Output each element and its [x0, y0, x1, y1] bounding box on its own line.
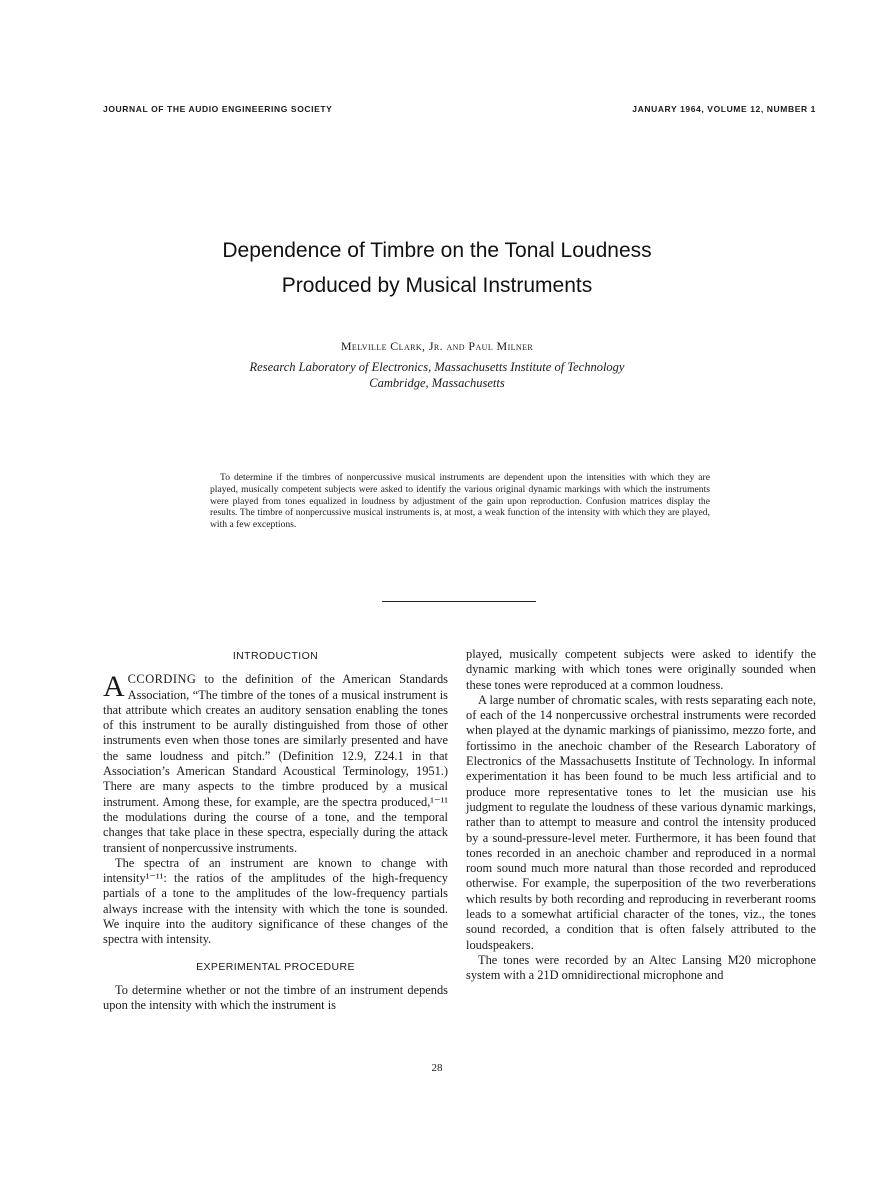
- introduction-paragraph-1-text: to the definition of the American Standards Association, “The timbre of the tones of a musical instrument is that attribute which creates an auditory sensation enabling the tones of this instrument to be aurally distinguished from those of other instruments even when those tones are similarly presented and have the same loudness and pitch.” (Definition 12.9, Z24.1 in that Association’s American Standard Acoustical Terminology, 1951.) There are many aspects to the timbre produced by a musical instrument. Among these, for example, are the spectra produced,¹⁻¹¹ the modulations during the course of a tone, and the temporal changes that take place in these spectra, especially during the attack transient of nonpercussive instruments.: [103, 672, 448, 855]
- paper-title-line-1: Dependence of Timbre on the Tonal Loudness: [222, 239, 652, 262]
- right-paragraph-3: The tones were recorded by an Altec Lansing M20 microphone system with a 21D omnidirectional microphone and: [466, 952, 816, 983]
- introduction-first-word: CCORDING: [127, 672, 197, 687]
- affiliation-line-2: Cambridge, Massachusetts: [369, 376, 505, 390]
- left-column: [103, 647, 448, 1014]
- paper-title-line-2: Produced by Musical Instruments: [281, 274, 593, 297]
- abstract: To determine if the timbres of nonpercussive musical instruments are dependent upon the intensities with which they are played, musically competent subjects were asked to identify the various original dynamic markings with which the instruments were played from tones equalized in loudness by adjustment of the gain upon reproduction. Confusion matrices display the results. The timbre of nonpercussive musical instruments is, at most, a weak function of the intensity with which they are played, with a few exceptions.: [210, 472, 710, 531]
- right-paragraph-2: A large number of chromatic scales, with rests separating each note, of each of the 14 nonpercussive orchestral instruments were recorded when played at the dynamic markings of pianissimo, mezzo forte, and fortissimo in the anechoic chamber of the Research Laboratory of Electronics of the Massachusetts Institute of Technology. In informal experimentation it has been found to be much less artificial and to produce more representative tones to let the musician use his judgment to regulate the loudness of these various dynamic markings, rather than to attempt to measure and control the intensity produced by a sound-pressure-level meter. Furthermore, it has been found that tones recorded in an anechoic chamber and reproduced in a normal room sound much more natural than those recorded and reproduced otherwise. For example, the superposition of the two reverberations which results by both recording and reproducing in reverberant rooms leads to a somewhat artificial character of the tones, viz., the tones sound recorded, a condition that is often falsely attributed to the loudspeakers.: [466, 692, 816, 952]
- page-number: 28: [431, 1062, 443, 1074]
- introduction-heading: INTRODUCTION: [232, 650, 319, 662]
- section-divider: [382, 601, 536, 602]
- right-paragraph-1: played, musically competent subjects were asked to identify the dynamic marking with which tones were originally sounded when these tones were reproduced at a common loudness.: [466, 647, 816, 692]
- introduction-paragraph-1: [103, 672, 448, 856]
- introduction-paragraph-2: The spectra of an instrument are known to change with intensity¹⁻¹¹: the ratios of the amplitudes of the high-frequency partials of a tone to the amplitudes of the low-frequency partials always increase with the intensity with which the tone is sounded. We inquire into the auditory significance of these changes of the spectra with intensity.: [103, 855, 448, 947]
- drop-cap: A: [103, 670, 125, 704]
- running-header-issue: JANUARY 1964, VOLUME 12, NUMBER 1: [632, 104, 816, 114]
- paper-title: [0, 233, 874, 303]
- author-affiliation: [0, 359, 874, 391]
- running-header-journal: JOURNAL OF THE AUDIO ENGINEERING SOCIETY: [103, 104, 333, 114]
- affiliation-line-1: Research Laboratory of Electronics, Massachusetts Institute of Technology: [249, 360, 625, 374]
- right-column: [466, 647, 816, 984]
- experimental-paragraph-1: To determine whether or not the timbre of an instrument depends upon the intensity with which the instrument is: [103, 982, 448, 1013]
- experimental-procedure-heading: EXPERIMENTAL PROCEDURE: [196, 960, 355, 973]
- author-list: Melville Clark, Jr. and Paul Milner: [340, 339, 534, 353]
